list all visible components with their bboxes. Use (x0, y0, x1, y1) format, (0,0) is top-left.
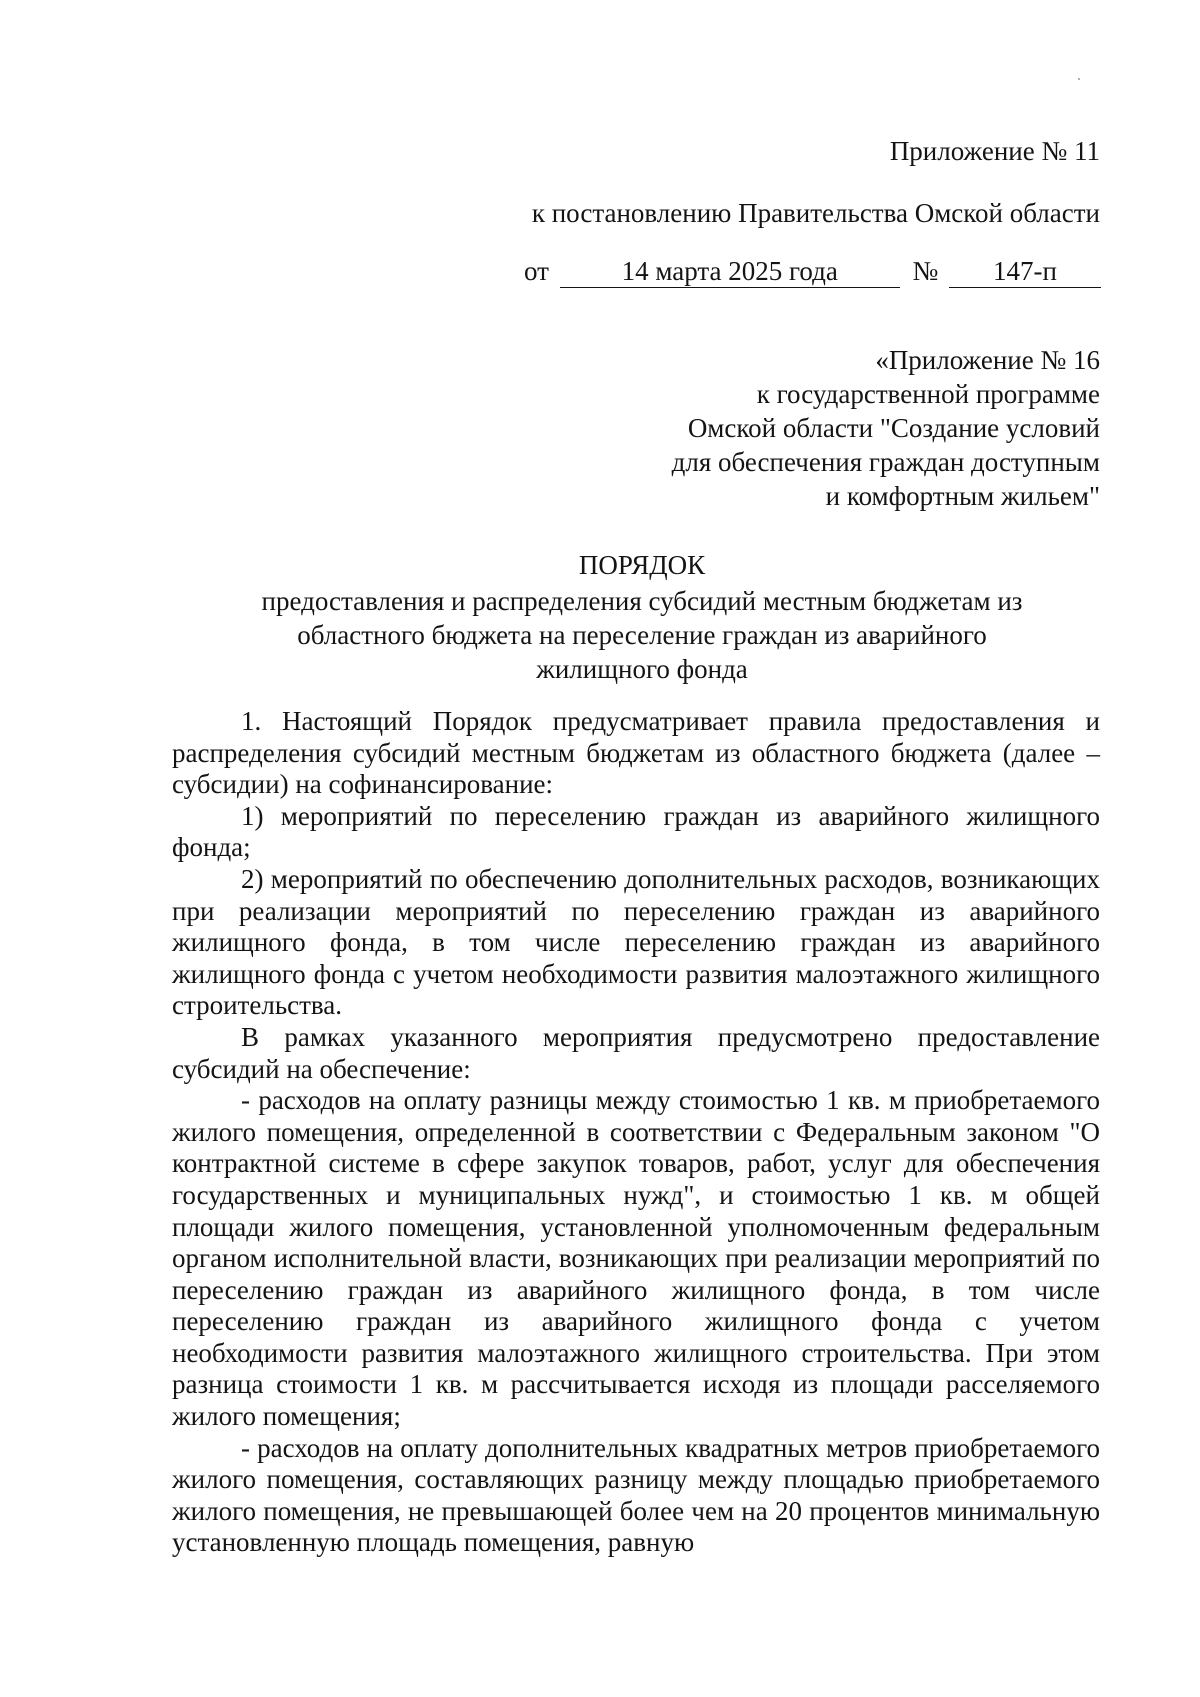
number-label: № (912, 256, 939, 286)
program-reference (672, 343, 1100, 513)
title-line: областного бюджета на переселение граждан из аварийного (297, 620, 987, 650)
resolution-number: 147-п (949, 258, 1101, 288)
paragraph: 2) мероприятий по обеспечению дополнительных расходов, возникающих при реализации мероприятий по переселению граждан из аварийного жилищного фонда, в том числе переселению граждан из аварийного жилищного фонда с учетом необходимости развития малоэтажного жилищного строительства. (172, 863, 1100, 1021)
program-ref-line: Омской области "Создание условий (687, 413, 1100, 443)
document-body (172, 706, 1100, 1559)
program-ref-line: «Приложение № 16 (875, 345, 1100, 375)
paragraph: - расходов на оплату разницы между стоимостью 1 кв. м приобретаемого жилого помещения, определенной в соответствии с Федеральным законом "О контрактной системе в сфере закупок товаров, работ, услуг для обеспечения государственных и муниципальных нужд", и стоимостью 1 кв. м общей площади жилого помещения, установленной уполномоченным федеральным органом исполнительной власти, возникающих при реализации мероприятий по переселению граждан из аварийного жилищного фонда, в том числе переселению граждан из аварийного жилищного фонда с учетом необходимости развития малоэтажного жилищного строительства. При этом разница стоимости 1 кв. м рассчитывается исходя из площади расселяемого жилого помещения; (172, 1085, 1100, 1432)
program-ref-line: и комфортным жильем" (825, 481, 1100, 511)
resolution-date-line (524, 258, 1101, 288)
resolution-reference: к постановлению Правительства Омской области (531, 198, 1100, 228)
paragraph: В рамках указанного мероприятия предусмотрено предоставление субсидий на обеспечение: (172, 1021, 1100, 1084)
paragraph: 1) мероприятий по переселению граждан из аварийного жилищного фонда; (172, 800, 1100, 863)
paragraph: - расходов на оплату дополнительных квадратных метров приобретаемого жилого помещения, составляющих разницу между площадью приобретаемого жилого помещения, не превышающей более чем на 20 процентов минимальную установленную площадь помещения, равную (172, 1432, 1100, 1558)
scan-speck (1078, 78, 1080, 80)
program-ref-line: к государственной программе (756, 379, 1100, 409)
appendix-number: Приложение № 11 (889, 136, 1100, 166)
resolution-date: 14 марта 2025 года (560, 258, 900, 288)
paragraph: 1. Настоящий Порядок предусматривает правила предоставления и распределения субсидий местным бюджетам из областного бюджета (далее –субсидии) на софинансирование: (172, 706, 1100, 800)
title-line: предоставления и распределения субсидий местным бюджетам из (261, 586, 1023, 616)
from-label: от (524, 256, 549, 286)
document-heading: ПОРЯДОК (578, 550, 706, 580)
program-ref-line: для обеспечения граждан доступным (671, 447, 1100, 477)
title-line: жилищного фонда (536, 654, 748, 684)
